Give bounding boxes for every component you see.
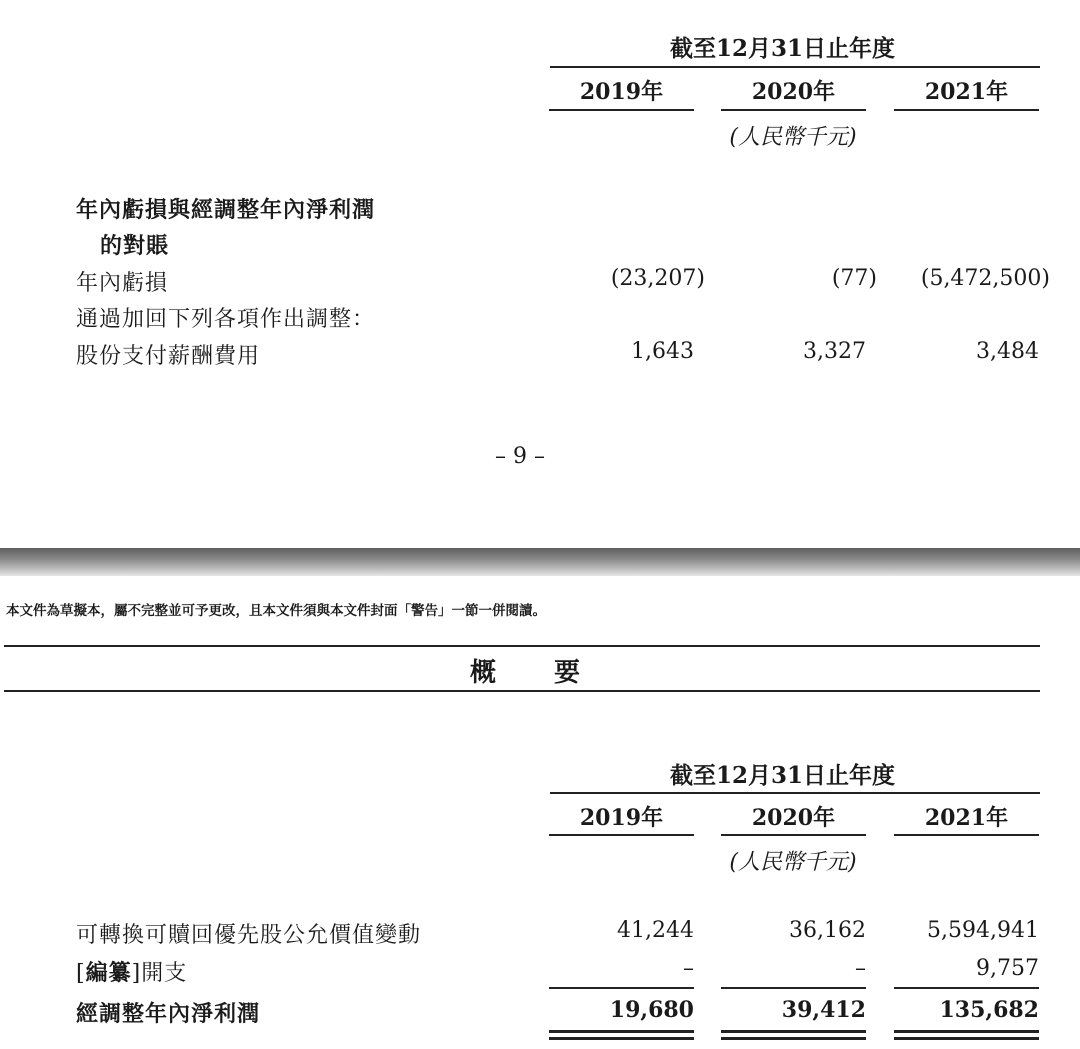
year-2019: 2019年 (579, 79, 664, 105)
total-double-rule-2021-b (894, 1037, 1039, 1040)
year-rule-2021 (894, 109, 1039, 111)
value-loss-2020: (77) (831, 266, 877, 291)
value-redacted-2021: 9,757 (976, 956, 1039, 981)
value-loss-2021: (5,472,500) (920, 266, 1050, 291)
value-share-comp-2020: 3,327 (803, 339, 866, 364)
header-rule (550, 66, 1040, 68)
total-double-rule-2020-a (721, 1030, 866, 1033)
value-loss-2019: (23,207) (610, 266, 705, 291)
page-separator (0, 548, 1080, 576)
total-label: 經調整年內淨利潤 (76, 1001, 261, 1027)
total-double-rule-2019-a (549, 1030, 694, 1033)
row-label-loss: 年內虧損 (76, 271, 169, 296)
unit-label-bottom: (人民幣千元) (729, 850, 857, 875)
bracket-open: [ (76, 961, 86, 986)
subtotal-rule-2020 (721, 987, 866, 989)
year-2020-bottom: 2020年 (751, 805, 836, 831)
total-value-2020: 39,412 (781, 997, 866, 1023)
year-2021: 2021年 (924, 79, 1009, 105)
total-double-rule-2020-b (721, 1037, 866, 1040)
value-redacted-2020: – (855, 956, 866, 981)
row-label-adjustments: 通過加回下列各項作出調整： (76, 307, 376, 332)
period-header: 截至12月31日止年度 (670, 35, 896, 62)
total-value-2019: 19,680 (609, 997, 694, 1023)
period-header-bottom: 截至12月31日止年度 (670, 762, 896, 789)
subtotal-rule-2021 (894, 987, 1039, 989)
year-2021-bottom: 2021年 (924, 805, 1009, 831)
section-title: 年內虧損與經調整年內淨利潤 (76, 197, 376, 223)
draft-notice: 本文件為草擬本，屬不完整並可予更改，且本文件須與本文件封面「警告」一節一併閱讀。 (6, 603, 546, 619)
section-title-cont: 的對賬 (100, 233, 170, 259)
title-rule-bottom (4, 690, 1040, 692)
redacted-tag: 編纂 (85, 960, 132, 986)
year-2019-bottom: 2019年 (579, 805, 664, 831)
year-rule-2021-bottom (894, 834, 1039, 836)
year-rule-2019-bottom (549, 834, 694, 836)
subtotal-rule-2019 (549, 987, 694, 989)
year-2020: 2020年 (751, 79, 836, 105)
total-value-2021: 135,682 (939, 997, 1039, 1023)
year-rule-2019 (549, 109, 694, 111)
row-label-fair-value: 可轉換可贖回優先股公允價值變動 (76, 923, 422, 948)
value-share-comp-2021: 3,484 (976, 339, 1039, 364)
row-label-share-comp: 股份支付薪酬費用 (76, 344, 261, 369)
title-rule-top (4, 645, 1040, 647)
unit-label: (人民幣千元) (729, 125, 857, 150)
value-redacted-2019: – (683, 956, 694, 981)
year-rule-2020 (721, 109, 866, 111)
total-double-rule-2019-b (549, 1037, 694, 1040)
value-fair-value-2020: 36,162 (789, 918, 866, 943)
value-share-comp-2019: 1,643 (631, 339, 694, 364)
row-label-redacted-expense (76, 956, 187, 987)
page-title: 概 要 (470, 658, 583, 688)
value-fair-value-2019: 41,244 (617, 918, 694, 943)
bracket-close-expense: ]開支 (131, 961, 188, 986)
page-number: – 9 – (495, 444, 545, 469)
header-rule-bottom (550, 792, 1040, 794)
total-double-rule-2021-a (894, 1030, 1039, 1033)
value-fair-value-2021: 5,594,941 (927, 918, 1039, 943)
year-rule-2020-bottom (721, 834, 866, 836)
